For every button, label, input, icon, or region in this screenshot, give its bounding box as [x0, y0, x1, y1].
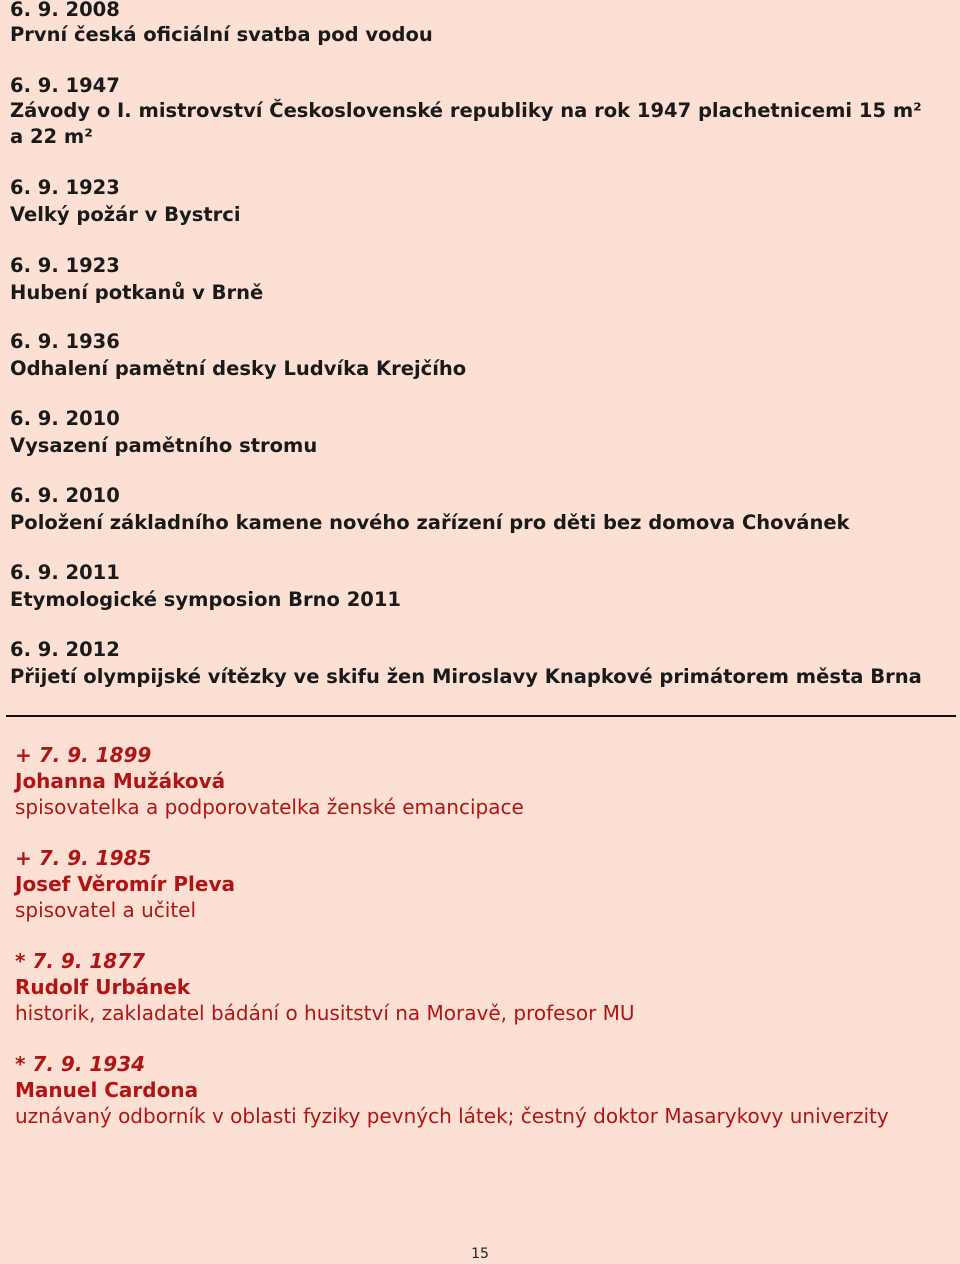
person-date: + 7. 9. 1985 — [15, 846, 152, 870]
event-title: Položení základního kamene nového zařízení pro děti bez domova Chovánek — [10, 511, 850, 534]
event-date: 6. 9. 2012 — [10, 638, 120, 661]
event-date: 6. 9. 1936 — [10, 330, 120, 353]
event-title: První česká oficiální svatba pod vodou — [10, 23, 433, 46]
page-number: 15 — [471, 1246, 489, 1262]
event-date: 6. 9. 2010 — [10, 484, 120, 507]
event-title: Přijetí olympijské vítězky ve skifu žen Miroslavy Knapkové primátorem města Brna — [10, 665, 922, 688]
person-date: + 7. 9. 1899 — [15, 743, 152, 767]
person-name: Johanna Mužáková — [15, 769, 226, 793]
event-title: Hubení potkanů v Brně — [10, 281, 264, 304]
event-date: 6. 9. 2011 — [10, 561, 120, 584]
event-date: 6. 9. 1923 — [10, 176, 120, 199]
person-name: Rudolf Urbánek — [15, 975, 191, 999]
event-title: Vysazení pamětního stromu — [10, 434, 318, 457]
section-divider — [6, 715, 956, 717]
event-title: Velký požár v Bystrci — [10, 203, 241, 226]
person-name: Josef Věromír Pleva — [15, 872, 235, 896]
event-title: Odhalení pamětní desky Ludvíka Krejčího — [10, 357, 467, 380]
person-date: * 7. 9. 1934 — [15, 1052, 146, 1076]
person-description: spisovatel a učitel — [15, 898, 197, 922]
person-name: Manuel Cardona — [15, 1078, 199, 1102]
event-date: 6. 9. 2008 — [10, 0, 120, 21]
event-date: 6. 9. 1947 — [10, 74, 120, 97]
event-title: Závody o I. mistrovství Československé republiky na rok 1947 plachetnicemi 15 m² a 22 m² — [10, 99, 922, 148]
event-title: Etymologické symposion Brno 2011 — [10, 588, 401, 611]
person-description: spisovatelka a podporovatelka ženské emancipace — [15, 795, 524, 819]
event-date: 6. 9. 2010 — [10, 407, 120, 430]
person-date: * 7. 9. 1877 — [15, 949, 146, 973]
event-date: 6. 9. 1923 — [10, 254, 120, 277]
person-description: historik, zakladatel bádání o husitství na Moravě, profesor MU — [15, 1001, 635, 1025]
person-description: uznávaný odborník v oblasti fyziky pevných látek; čestný doktor Masarykovy univerzity — [15, 1104, 889, 1128]
